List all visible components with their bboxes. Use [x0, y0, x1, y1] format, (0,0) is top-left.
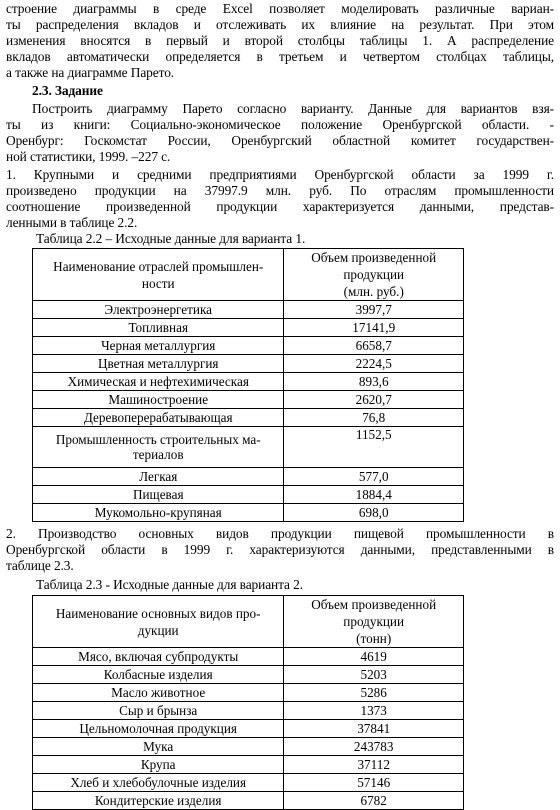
- section-heading: 2.3. Задание: [32, 83, 103, 98]
- row-value-cell: [284, 702, 464, 720]
- intro-line: изменения вносятся в первый и второй столбцы таблицы 1. А распределение: [6, 33, 554, 48]
- row-value-cell: [284, 756, 464, 774]
- table-row: [33, 468, 464, 486]
- table-row: [33, 684, 464, 702]
- table-row: [33, 486, 464, 504]
- table-row: [33, 319, 464, 337]
- row-value: 17141,9: [352, 320, 396, 335]
- row-value: 243783: [353, 739, 394, 754]
- row-name: Промышленность строительных ма-: [55, 432, 261, 447]
- table1: [32, 248, 464, 522]
- intro-line: строение диаграммы в среде Excel позволяет моделировать различные вариан-: [6, 1, 554, 16]
- row-name: Хлеб и хлебобулочные изделия: [70, 775, 247, 790]
- row-name: Кондитерские изделия: [94, 793, 222, 808]
- task-line: Построить диаграмму Парето согласно варианту. Данные для вариантов взя-: [32, 101, 554, 116]
- row-name-cell: [33, 792, 284, 810]
- task-line: Оренбург: Госкомстат России, Оренбургский областной комитет государствен-: [6, 133, 554, 148]
- row-name: Химическая и нефтехимическая: [67, 374, 249, 389]
- variant1-line: соотношение произведенной продукции характеризуется данными, представ-: [6, 199, 554, 214]
- header-text: (млн. руб.): [343, 284, 404, 299]
- row-value-cell: [284, 738, 464, 756]
- row-value-cell: [284, 301, 464, 319]
- row-value-cell: [284, 337, 464, 355]
- table-row: [33, 504, 464, 522]
- variant1-line: ленными в таблице 2.2.: [6, 215, 138, 230]
- table-row: [33, 774, 464, 792]
- row-name: Масло животное: [111, 685, 206, 700]
- header-text: Объем произведенной продукции: [311, 250, 437, 282]
- variant2-line: таблице 2.3.: [6, 558, 74, 573]
- row-name: Цветная металлургия: [97, 356, 219, 371]
- row-value: 37841: [357, 721, 391, 736]
- header-text: (тонн): [356, 631, 392, 646]
- table1-caption: Таблица 2.2 – Исходные данные для варианта 1.: [36, 231, 306, 246]
- table-row: [33, 337, 464, 355]
- row-name-cell: [33, 774, 284, 792]
- row-value-cell: [284, 666, 464, 684]
- row-name: Мукомольно-крупяная: [94, 505, 222, 520]
- variant2-line: Оренбургской области в 1999 г. характеризуются данными, представленными в: [6, 542, 554, 557]
- row-name: Сыр и брынза: [119, 703, 198, 718]
- header-text: Наименование основных видов про-: [55, 605, 261, 621]
- row-name-cell: [33, 373, 284, 391]
- row-value-cell: [284, 774, 464, 792]
- row-value: 76,8: [362, 410, 386, 425]
- variant1-line: произведено продукции на 37997.9 млн. руб. По отраслям промышленности: [6, 183, 554, 198]
- row-value: 4619: [360, 649, 387, 664]
- header-cell-name: [33, 596, 284, 648]
- table-row: [33, 756, 464, 774]
- row-name: Электроэнергетика: [104, 302, 213, 317]
- header-text: дукции: [137, 622, 179, 638]
- row-name-cell: [33, 720, 284, 738]
- row-name-cell: [33, 468, 284, 486]
- row-value: 2620,7: [355, 392, 392, 407]
- row-value: 57146: [357, 775, 391, 790]
- row-name: териалов: [132, 447, 184, 462]
- row-value-cell: [284, 468, 464, 486]
- intro-line: вкладов автоматически определяется в третьем и четвертом столбцах таблицы,: [6, 49, 554, 64]
- table-row: [33, 373, 464, 391]
- table2: [32, 595, 464, 810]
- table-row: [33, 355, 464, 373]
- row-value: 893,6: [358, 374, 389, 389]
- row-value-cell: [284, 391, 464, 409]
- table-row: [33, 738, 464, 756]
- row-value-cell: [284, 409, 464, 427]
- row-name-cell: [33, 702, 284, 720]
- table-row: [33, 427, 464, 468]
- row-name-cell: [33, 738, 284, 756]
- row-name: Черная металлургия: [101, 338, 216, 353]
- row-name: Мука: [143, 739, 174, 754]
- row-value-cell: [284, 648, 464, 666]
- header-text: Наименование отраслей промышлен-: [53, 258, 264, 274]
- row-name-cell: [33, 427, 284, 468]
- row-name-cell: [33, 486, 284, 504]
- table-row: [33, 648, 464, 666]
- row-value-cell: [284, 427, 464, 468]
- row-name: Колбасные изделия: [103, 667, 213, 682]
- header-cell-value: [284, 596, 464, 648]
- table-row: [33, 702, 464, 720]
- intro-line: ты распределения вкладов и отслеживать их влияние на результат. При этом: [6, 17, 554, 32]
- table-row: [33, 391, 464, 409]
- intro-line: а также на диаграмме Парето.: [6, 65, 175, 80]
- table2-caption: Таблица 2.3 - Исходные данные для варианта 2.: [36, 577, 303, 592]
- row-name: Машиностроение: [108, 392, 209, 407]
- row-value-cell: [284, 720, 464, 738]
- table-header-row: [33, 249, 464, 301]
- task-line: ной статистики, 1999. –227 с.: [6, 149, 171, 164]
- table-row: [33, 666, 464, 684]
- row-value-cell: [284, 504, 464, 522]
- row-name-cell: [33, 648, 284, 666]
- row-name: Крупа: [140, 757, 176, 772]
- row-name-cell: [33, 756, 284, 774]
- row-name-cell: [33, 684, 284, 702]
- row-name: Цельномолочная продукция: [79, 721, 237, 736]
- row-value: 1884,4: [355, 487, 392, 502]
- table-header-row: [33, 596, 464, 648]
- table-row: [33, 409, 464, 427]
- header-cell-name: [33, 249, 284, 301]
- row-value: 6658,7: [355, 338, 392, 353]
- row-value-cell: [284, 684, 464, 702]
- row-name: Пищевая: [132, 487, 184, 502]
- row-value: 5286: [360, 685, 387, 700]
- row-value: 3997,7: [355, 302, 392, 317]
- row-value: 37112: [357, 757, 390, 772]
- row-value: 1373: [360, 703, 387, 718]
- row-value-cell: [284, 355, 464, 373]
- row-value-cell: [284, 792, 464, 810]
- row-value-cell: [284, 373, 464, 391]
- row-value: 577,0: [358, 469, 389, 484]
- table-row: [33, 301, 464, 319]
- row-name-cell: [33, 504, 284, 522]
- row-value-cell: [284, 486, 464, 504]
- row-name: Легкая: [139, 469, 178, 484]
- variant2-line: 2. Производство основных видов продукции пищевой промышленности в: [6, 526, 554, 541]
- variant1-line: 1. Крупными и средними предприятиями Оренбургской области за 1999 г.: [6, 167, 554, 182]
- header-text: Объем произведенной продукции: [311, 597, 437, 629]
- row-value: 6782: [360, 793, 387, 808]
- row-name-cell: [33, 355, 284, 373]
- row-value-cell: [284, 319, 464, 337]
- row-name-cell: [33, 666, 284, 684]
- row-name: Топливная: [128, 320, 189, 335]
- row-name: Мясо, включая субпродукты: [78, 649, 239, 664]
- table-row: [33, 720, 464, 738]
- row-value: 2224,5: [355, 356, 392, 371]
- row-value: 5203: [360, 667, 387, 682]
- row-name-cell: [33, 391, 284, 409]
- row-name-cell: [33, 409, 284, 427]
- header-cell-value: [284, 249, 464, 301]
- task-line: ты из книги: Социально-экономическое положение Оренбургской области. -: [6, 117, 554, 132]
- header-text: ности: [141, 275, 175, 291]
- row-value: 698,0: [358, 505, 389, 520]
- table-row: [33, 792, 464, 810]
- row-name-cell: [33, 337, 284, 355]
- row-name: Деревоперерабатывающая: [83, 410, 233, 425]
- row-value: 1152,5: [355, 427, 392, 442]
- row-name-cell: [33, 301, 284, 319]
- row-name-cell: [33, 319, 284, 337]
